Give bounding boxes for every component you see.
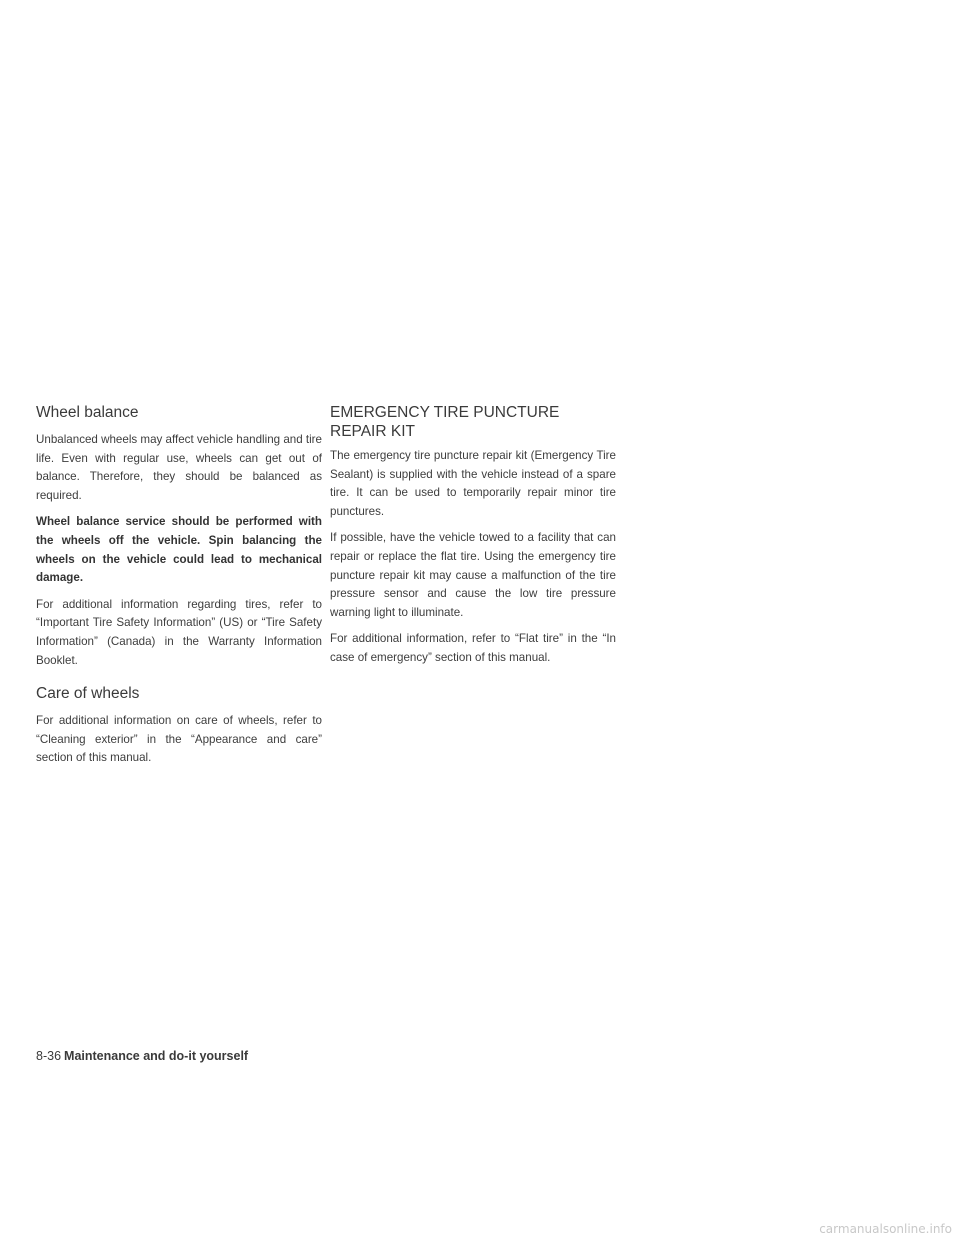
- section-title: Maintenance and do-it yourself: [64, 1049, 249, 1063]
- page-footer: [36, 1048, 248, 1064]
- wheel-balance-paragraph-2: For additional information regarding tires, refer to “Important Tire Safety Information” (US) or “Tire Safety Information” (Canada) in the Warranty Information Booklet.: [36, 597, 322, 667]
- right-column: [330, 403, 616, 676]
- repair-kit-paragraph-1: The emergency tire puncture repair kit (Emergency Tire Sealant) is supplied with the vehicle instead of a spare tire. It can be used to temporarily repair minor tire punctures.: [330, 449, 616, 518]
- wheel-balance-paragraph-1: Unbalanced wheels may affect vehicle handling and tire life. Even with regular use, wheels can get out of balance. Therefore, they should be balanced as required.: [36, 433, 322, 502]
- wheel-balance-warning: Wheel balance service should be performed with the wheels off the vehicle. Spin balancing the wheels on the vehicle could lead to mechanical damage.: [36, 515, 322, 585]
- page-number: 8-36: [36, 1049, 62, 1063]
- care-of-wheels-heading: Care of wheels: [36, 685, 140, 703]
- left-column: [36, 403, 322, 776]
- care-of-wheels-paragraph-1: For additional information on care of wheels, refer to “Cleaning exterior” in the “Appearance and care” section of this manual.: [36, 714, 322, 765]
- repair-kit-paragraph-3: For additional information, refer to “Flat tire” in the “In case of emergency” section of this manual.: [330, 632, 616, 664]
- watermark: carmanualsonline.info: [819, 1222, 952, 1236]
- wheel-balance-heading: Wheel balance: [36, 404, 139, 421]
- repair-kit-paragraph-2: If possible, have the vehicle towed to a facility that can repair or replace the flat tire. Using the emergency tire puncture repair kit may cause a malfunction of the tire pressure sensor and cause the low tire pressure warning light to illuminate.: [330, 531, 616, 619]
- repair-kit-heading: EMERGENCY TIRE PUNCTURE REPAIR KIT: [330, 404, 560, 440]
